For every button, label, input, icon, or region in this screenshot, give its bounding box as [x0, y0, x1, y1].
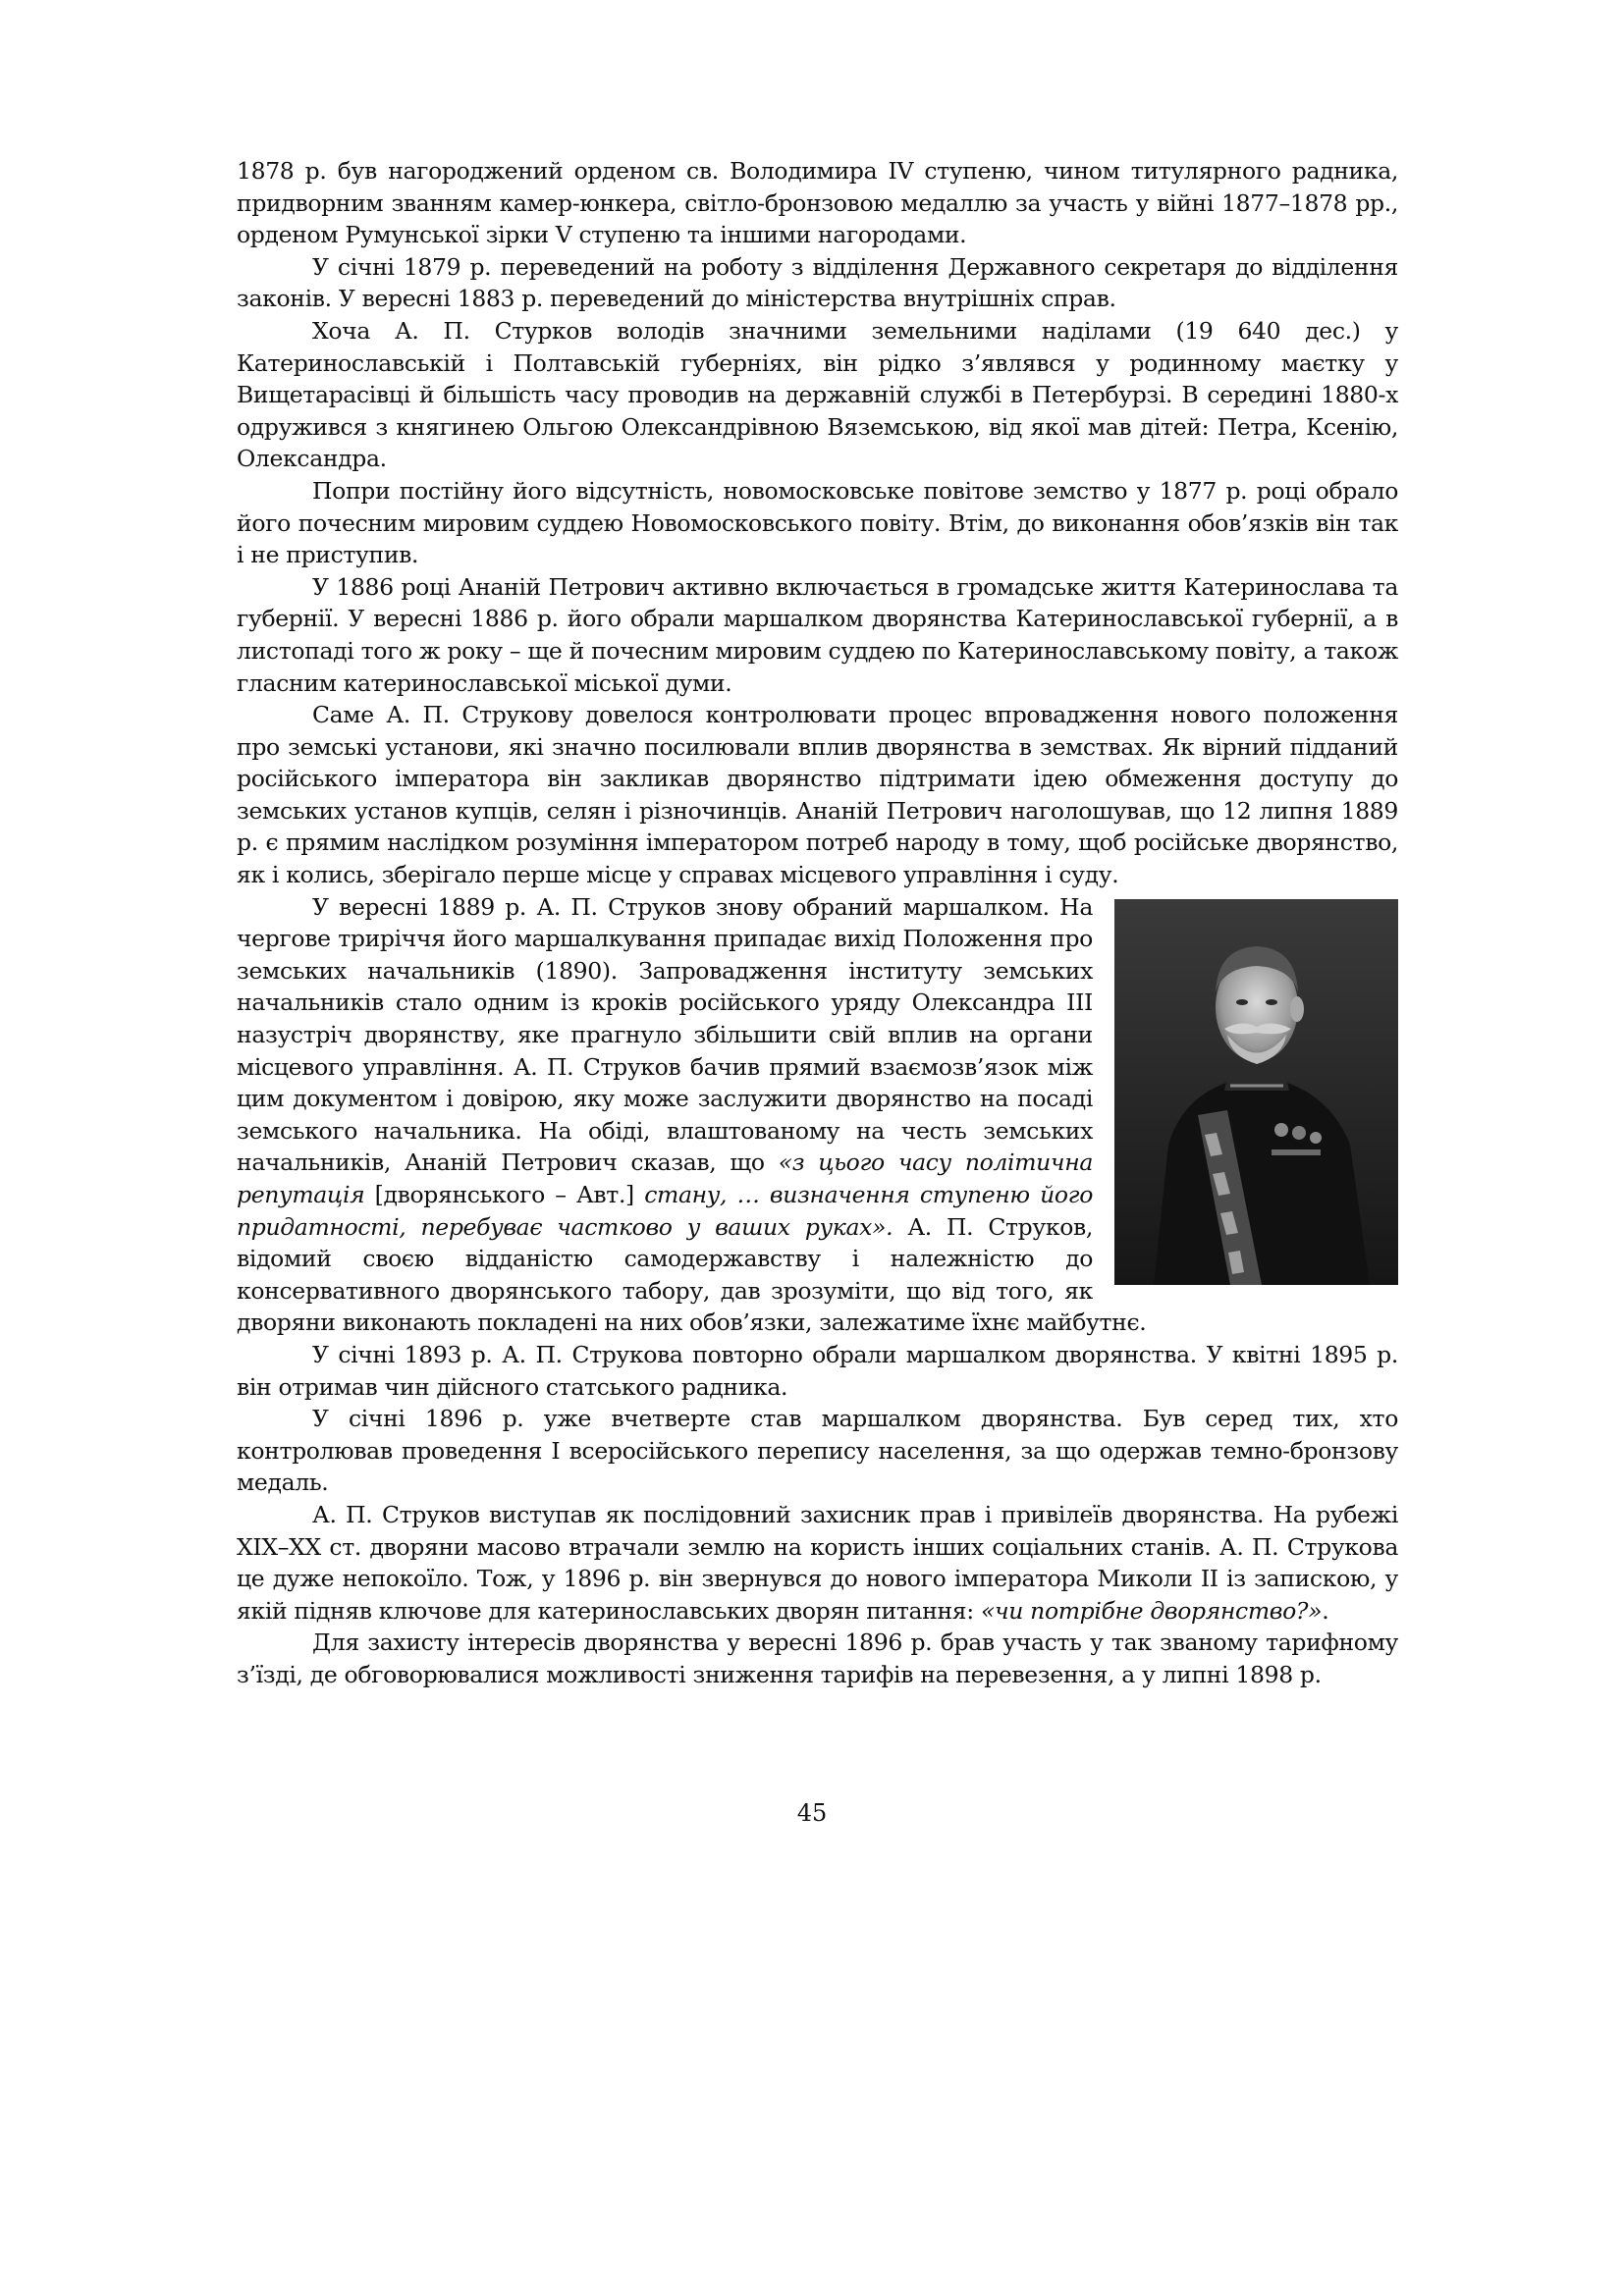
paragraph-10-text: А. П. Струков виступав як послідовний захисник прав і привілеїв дворянства. На рубежі XIX–XX ст. дворяни масово втрачали землю на користь інших соціальних станів. А. П. Струкова це дуже непокоїло. Тож, у 1896 р. він звернувся до нового імператора Миколи II із запискою, у якій підняв ключове для катеринославських дворян питання: [237, 1500, 1398, 1625]
paragraph-4: Попри постійну його відсутність, новомосковське повітове земство у 1877 р. році обрало його почесним мировим суддею Новомосковського повіту. Втім, до виконання обов’язків він так і не приступив. [237, 476, 1398, 569]
paragraph-10 [237, 1499, 1398, 1627]
paragraph-2: У січні 1879 р. переведений на роботу з відділення Державного секретаря до відділення законів. У вересні 1883 р. переведений до міністерства внутрішніх справ. [237, 252, 1398, 313]
quote-3: «чи потрібне дворянство?» [980, 1596, 1323, 1625]
quote-1: «з цього часу політична репутація [237, 1148, 1093, 1208]
paragraph-9: У січні 1896 р. уже вчетверте став маршалком дворянства. Був серед тих, хто контролював проведення І всеросійського перепису населення, за що одержав темно-бронзову медаль. [237, 1405, 1398, 1497]
paragraph-3: Хоча А. П. Стурков володів значними земельними наділами (19 640 дес.) у Катеринославській і Полтавській губерніях, він рідко з’являвся у родинному маєтку у Вищетарасівці й більшість часу проводив на державній службі в Петербурзі. В середині 1880-х одружився з княгинею Ольгою Олександрівною Вяземською, від якої мав дітей: Петра, Ксенію, Олександра. [237, 316, 1398, 473]
paragraph-1: 1878 р. був нагороджений орденом св. Володимира IV ступеню, чином титулярного радника, придворним званням камер-юнкера, світло-бронзовою медаллю за участь у війні 1877–1878 рр., орденом Румунської зірки V ступеню та іншими нагородами. [237, 157, 1398, 249]
body-text [237, 155, 1398, 1691]
paragraph-7-part2: А. П. Струков, відомий своєю відданістю самодержавству і належністю до консервативного дворянського табору, дав зрозуміти, що від того, як дворяни виконають покладені на них обов’язки, залежатиме їхнє майбутнє. [237, 1212, 1147, 1337]
paragraph-5: У 1886 році Ананій Петрович активно включається в громадське життя Катеринослава та губернії. У вересні 1886 р. його обрали маршалком дворянства Катеринославської губернії, а в листопаді того ж року – ще й почесним мировим суддею по Катеринославському повіту, а також гласним катеринославської міської думи. [237, 572, 1398, 697]
page-number: 45 [796, 1799, 828, 1827]
bracket-note: [дворянського – Авт.] [364, 1181, 645, 1208]
portrait-photo [1114, 899, 1398, 1285]
paragraph-6: Саме А. П. Струкову довелося контролювати процес впровадження нового положення про земські установи, які значно посилювали вплив дворянства в земствах. Як вірний підданий російського імператора він закликав дворянство підтримати ідею обмеження доступу до земських установ купців, селян і різночинців. Ананій Петрович наголошував, що 12 липня 1889 р. є прямим наслідком розуміння імператором потреб народу в тому, щоб російське дворянство, як і колись, зберігало перше місце у справах місцевого управління і суду. [237, 701, 1398, 889]
paragraph-8: У січні 1893 р. А. П. Струкова повторно обрали маршалком дворянства. У квітні 1895 р. він отримав чин дійсного статського радника. [237, 1340, 1398, 1401]
paragraph-11: Для захисту інтересів дворянства у вересні 1896 р. брав участь у так званому тарифному з’їзді, де обговорювалися можливості зниження тарифів на перевезення, а у липні 1898 р. [237, 1629, 1398, 1688]
paragraph-7-part1: У вересні 1889 р. А. П. Струков знову обраний маршалком. На чергове триріччя його маршалкування припадає вихід Положення про земських начальників (1890). Запровадження інституту земських начальників стало одним із кроків російського уряду Олександра III назустріч дворянству, яке прагнуло збільшити свій вплив на органи місцевого управління. А. П. Струков бачив прямий взаємозв’язок між цим документом і довірою, яку може заслужити дворянство на посаді земського начальника. На обіді, влаштованому на честь земських начальників, Ананій Петрович сказав, що [237, 892, 1093, 1177]
paragraph-10-end: . [1322, 1596, 1329, 1625]
portrait-photo-icon [1114, 899, 1398, 1285]
quote-2: стану, … визначення ступеню його придатності, перебуває частково у ваших руках». [237, 1181, 1093, 1241]
